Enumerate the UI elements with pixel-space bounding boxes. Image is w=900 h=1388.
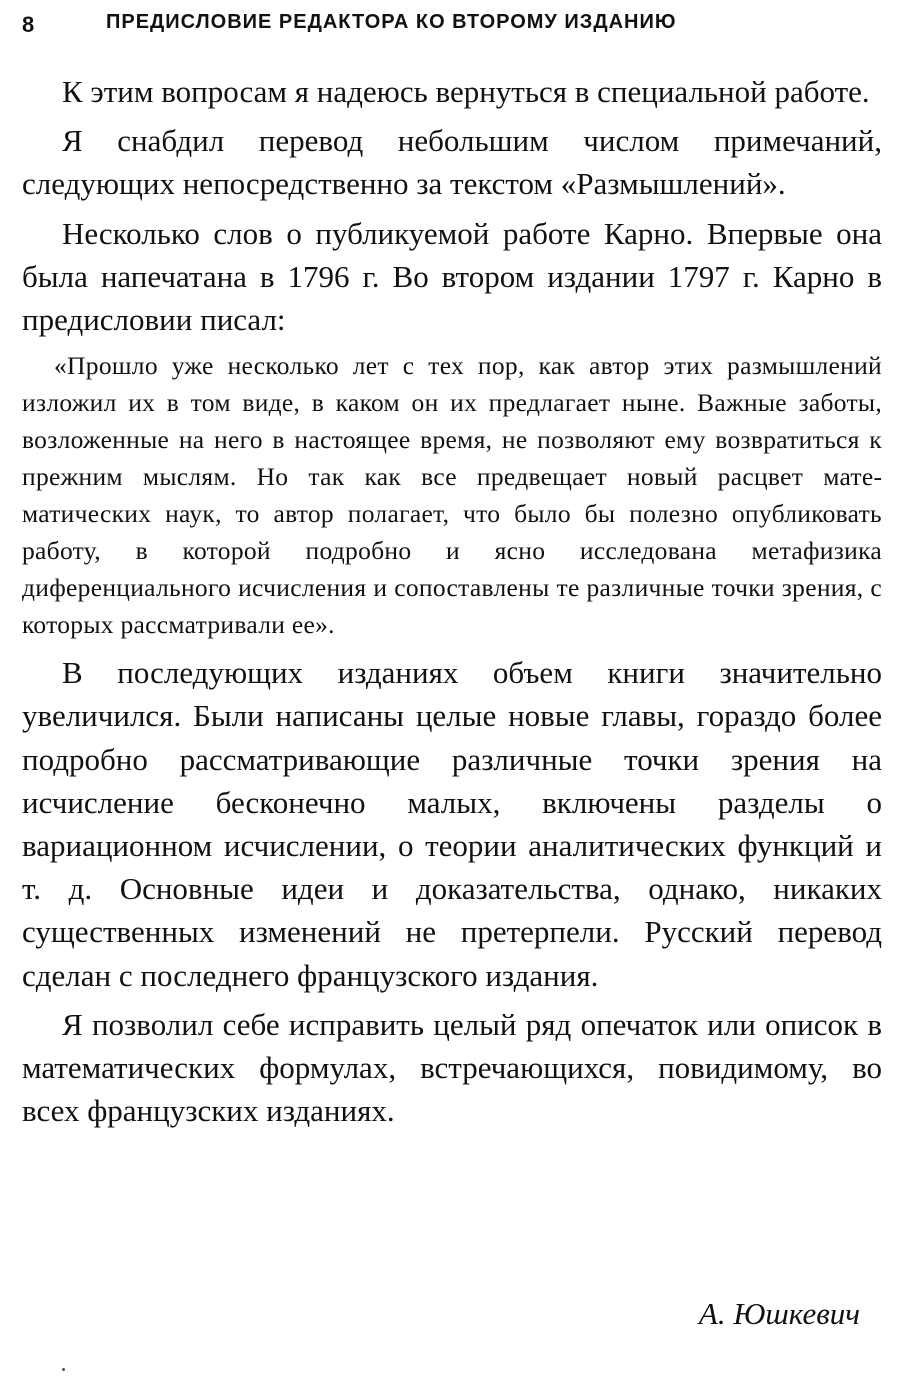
paragraph-5: Я позволил себе исправить целый ряд опечаток или описок в математических формулах, встречающихся, повидимому, во всех французских изданиях. [22, 1006, 882, 1129]
paragraph-2: Я снабдил перевод небольшим числом примечаний, следующих непосредственно за текстом «Размышлений». [22, 123, 882, 202]
body-text [22, 70, 882, 1138]
book-page [22, 0, 882, 1331]
running-title: ПРЕДИСЛОВИЕ РЕДАКТОРА КО ВТОРОМУ ИЗДАНИЮ [106, 11, 677, 33]
author-signature: А. Юшкевич [698, 1296, 860, 1331]
page-number: 8 [22, 12, 35, 37]
paragraph-1: К этим вопросам я надеюсь вернуться в специальной работе. [62, 74, 870, 109]
print-speck [62, 1368, 65, 1371]
paragraph-3: Несколько слов о публикуемой работе Карно. Впервые она была напечатана в 1796 г. Во втором издании 1797 г. Карно в предисловии писал: [22, 215, 882, 338]
paragraph-4: В последующих изданиях объем книги значительно увеличился. Были написаны целые новые главы, гораздо более подробно рассматривающие различные точки зрения на исчисление бесконечно малых, включены разделы о вариационном исчислении, о теории аналитических функций и т. д. Основные идеи и доказательства, однако, никаких существенных изменений не претерпели. Русский перевод сделан с последнего французского издания. [22, 655, 882, 993]
carnot-quote: «Прошло уже несколько лет с тех пор, как автор этих размышлений изложил их в том виде, в каком он их предлагает ныне. Важные заботы, возложенные на него в настоящее время, не позволяют ему возвратиться к прежним мыслям. Но так как все предвещает новый расцвет математических наук, то автор полагает, что было бы полезно опубликовать работу, в которой подробно и ясно исследована метафизика диференциального исчисления и сопоставлены те различные точки зрения, с которых рассматривали ее». [22, 351, 882, 640]
running-header [22, 0, 882, 44]
